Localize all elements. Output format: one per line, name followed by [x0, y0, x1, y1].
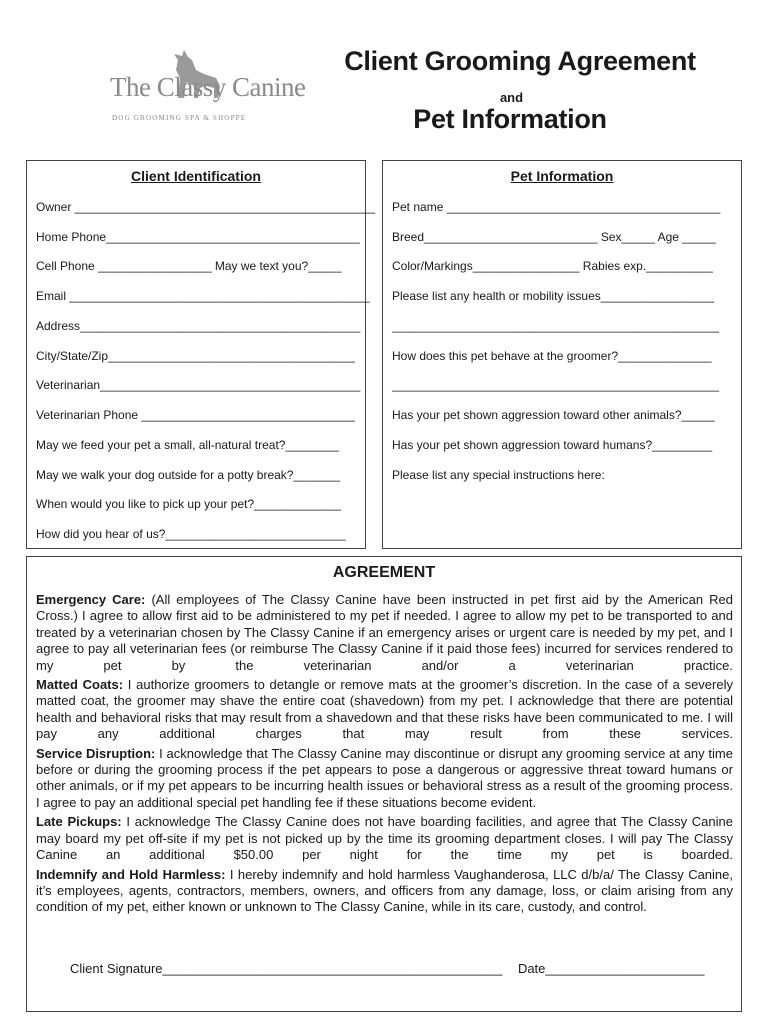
treat-permission-field[interactable]: May we feed your pet a small, all-natural treat?________	[36, 438, 339, 452]
date-field[interactable]: Date______________________	[517, 961, 705, 976]
pet-name-field[interactable]: Pet name _________________________________________	[392, 200, 721, 214]
emergency-care-paragraph	[36, 592, 733, 674]
service-disruption-text: I acknowledge that The Classy Canine may discontinue or disrupt any grooming service at any time before or during the grooming process if the pet appears to pose a dangerous or aggressive threat toward humans or other animals, or if my pet appears to be incurring health issues or behavioral stress as a result of the grooming process. I agree to pay an additional special pet handling fee if these situations become evident.	[36, 745, 733, 810]
special-instructions-label[interactable]: Please list any special instructions here:	[392, 468, 605, 482]
service-disruption-title: Service Disruption:	[36, 745, 156, 761]
service-disruption-paragraph	[36, 746, 733, 812]
late-pickups-title: Late Pickups:	[36, 814, 122, 830]
veterinarian-field[interactable]: Veterinarian_______________________________________	[36, 378, 361, 392]
client-identification-heading: Client Identification	[131, 168, 261, 184]
title-connector: and	[499, 90, 524, 105]
color-rabies-field[interactable]: Color/Markings________________ Rabies exp.__________	[392, 259, 713, 273]
animal-aggression-field[interactable]: Has your pet shown aggression toward other animals?_____	[392, 408, 715, 422]
home-phone-field[interactable]: Home Phone______________________________________	[36, 230, 360, 244]
signature-row	[70, 961, 716, 976]
email-field[interactable]: Email _____________________________________________	[36, 289, 370, 303]
cell-phone-field[interactable]: Cell Phone _________________ May we text you?_____	[36, 259, 342, 273]
indemnify-text: I hereby indemnify and hold harmless Vaughanderosa, LLC d/b/a/ The Classy Canine, it’s employees, agents, contractors, members, owners, and officers from any damage, loss, or claim arising from any condition of my pet, either known or unknown to The Classy Canine, while in its care, custody, and control.	[36, 866, 733, 915]
veterinarian-phone-field[interactable]: Veterinarian Phone ________________________________	[36, 408, 355, 422]
breed-sex-age-field[interactable]: Breed__________________________ Sex_____ Age _____	[392, 230, 716, 244]
indemnify-title: Indemnify and Hold Harmless:	[36, 866, 226, 882]
emergency-care-text: (All employees of The Classy Canine have been instructed in pet first aid by the American Red Cross.) I agree to allow first aid to be administered to my pet if needed. I agree to allow my pet to be transported to and treated by a veterinarian chosen by The Classy Canine if an emergency arises or urgent care is needed by my pet, and I agree to pay all veterinarian fees (or reimburse The Classy Canine if it paid those fees) incurred for services rendered to my pet by the veterinarian and/or a veterinarian practice.	[36, 592, 733, 673]
logo-name: The Classy Canine	[110, 72, 306, 102]
health-issues-field[interactable]: Please list any health or mobility issues_________________	[392, 289, 715, 303]
agreement-body	[36, 592, 733, 919]
potty-walk-permission-field[interactable]: May we walk your dog outside for a potty break?_______	[36, 468, 341, 482]
pet-information-section	[382, 160, 742, 549]
logo-tagline: DOG GROOMING SPA & SHOPPE	[112, 114, 247, 122]
referral-source-field[interactable]: How did you hear of us?___________________________	[36, 527, 346, 541]
client-signature-field[interactable]: Client Signature_______________________________________________	[70, 961, 503, 976]
late-pickups-paragraph	[36, 814, 733, 863]
indemnify-paragraph	[36, 867, 733, 916]
owner-field[interactable]: Owner _____________________________________________	[36, 200, 375, 214]
groomer-behavior-line-2[interactable]: _________________________________________________	[392, 378, 720, 392]
matted-coats-text: I authorize groomers to detangle or remove mats at the groomer’s discretion. In the case of a severely matted coat, the groomer may shave the entire coat (shavedown) from my pet. I acknowledge that there are potential health and behavioral risks that may result from a shavedown and that these risks have been communicated to me. I will pay any additional charges that may result from these services.	[36, 677, 733, 742]
pet-information-heading: Pet Information	[510, 168, 614, 184]
matted-coats-paragraph	[36, 677, 733, 743]
page-title: Client Grooming Agreement	[344, 46, 696, 76]
client-identification-section	[26, 160, 375, 549]
matted-coats-title: Matted Coats:	[36, 677, 124, 693]
human-aggression-field[interactable]: Has your pet shown aggression toward humans?_________	[392, 438, 713, 452]
late-pickups-text: I acknowledge The Classy Canine does not have boarding facilities, and agree that The Classy Canine may board my pet off-site if my pet is not picked up by the time its grooming department closes. I will pay The Classy Canine an additional $50.00 per night for the time my pet is boarded.	[36, 814, 733, 863]
groomer-behavior-field[interactable]: How does this pet behave at the groomer?______________	[392, 349, 712, 363]
address-field[interactable]: Address__________________________________________	[36, 319, 361, 333]
agreement-section	[26, 556, 742, 1012]
page-subtitle: Pet Information	[413, 104, 607, 134]
company-logo	[104, 48, 306, 132]
city-state-zip-field[interactable]: City/State/Zip_____________________________________	[36, 349, 355, 363]
health-issues-line-2[interactable]: _________________________________________________	[392, 319, 720, 333]
pickup-time-field[interactable]: When would you like to pick up your pet?_____________	[36, 497, 341, 511]
agreement-heading: AGREEMENT	[332, 564, 436, 581]
emergency-care-title: Emergency Care:	[36, 592, 146, 607]
